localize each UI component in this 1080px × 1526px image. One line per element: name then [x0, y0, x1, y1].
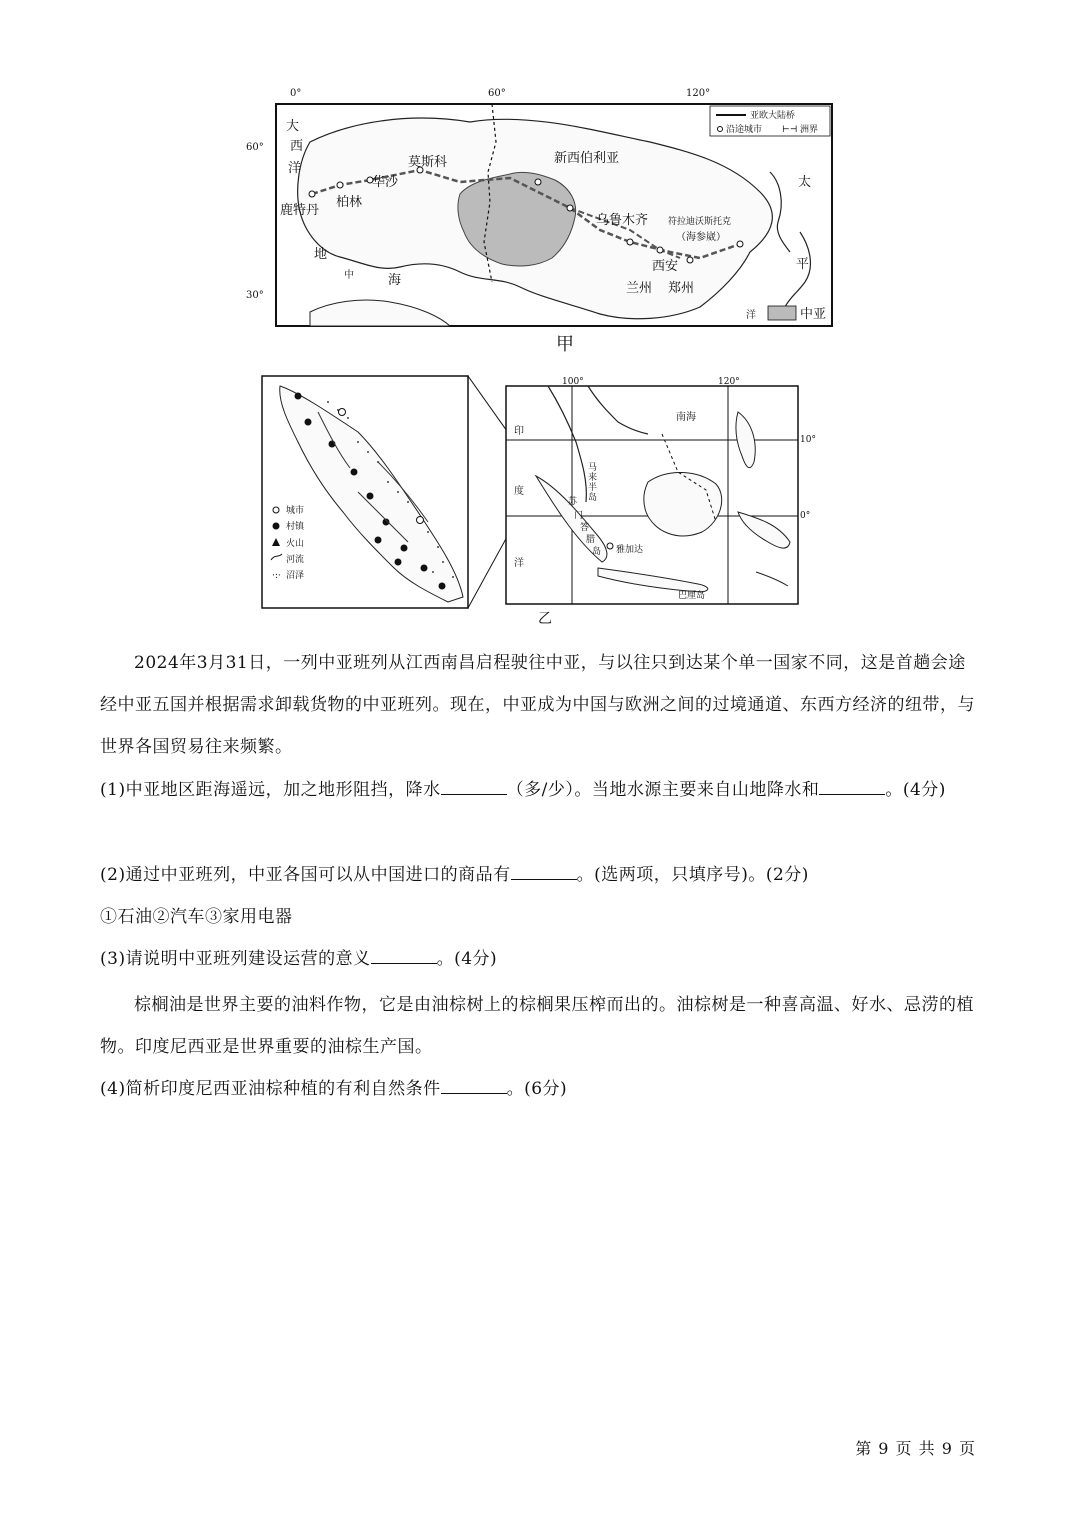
label-indian-2: 度 [514, 486, 524, 497]
legend-boundary: 洲界 [800, 125, 819, 135]
label-indian-1: 印 [514, 426, 524, 437]
label-atlantic-3: 洋 [288, 161, 302, 176]
label-malay-4: 岛 [588, 493, 598, 503]
label-rotterdam: 鹿特丹 [280, 203, 320, 218]
question-3 [100, 938, 980, 980]
map-jia-caption: 甲 [556, 334, 574, 355]
passage-2: 棕榈油是世界主要的油料作物，它是由油棕树上的棕榈果压榨而出的。油棕树是一种喜高温、好水、忌涝的植物。印度尼西亚是世界重要的油棕生产国。 [100, 995, 974, 1057]
lat-label-30: 30° [246, 290, 264, 301]
lat-label-10: 10° [800, 435, 816, 445]
question-1 [100, 769, 980, 811]
label-sumatra-3: 答 [580, 523, 590, 533]
label-zhengzhou: 郑州 [668, 281, 695, 296]
label-malay-1: 马 [588, 463, 598, 473]
legend-railway: 亚欧大陆桥 [750, 111, 796, 121]
question-1-blank-1[interactable] [441, 780, 507, 795]
label-pacific-3: 洋 [746, 310, 756, 321]
label-jakarta: 雅加达 [616, 545, 644, 555]
question-1-text-b: （多/少）。当地水源主要来自山地降水和 [506, 780, 820, 800]
legend-marsh-icon: ·:· [272, 571, 281, 581]
label-sumatra-1: 苏 [568, 497, 578, 507]
legend-city: 沿途城市 [726, 125, 763, 135]
legend-central-asia: 中亚 [800, 307, 827, 322]
question-2-text-b: 。(选两项，只填序号)。(2分) [576, 865, 809, 885]
legend-city-yi: 城市 [286, 506, 305, 516]
question-2-text-a: (2)通过中亚班列，中亚各国可以从中国进口的商品有 [100, 865, 511, 885]
lat-label-0: 0° [800, 511, 811, 521]
label-sumatra-4: 腊 [586, 535, 596, 545]
lon-label-120-yi: 120° [718, 377, 740, 387]
label-xian: 西安 [652, 259, 679, 274]
label-indian-3: 洋 [514, 558, 524, 569]
map-yi-caption: 乙 [538, 611, 552, 627]
question-2-blank[interactable] [511, 865, 577, 880]
label-med-3: 海 [388, 273, 402, 288]
question-1-text-a: (1)中亚地区距海遥远，加之地形阻挡，降水 [100, 780, 441, 800]
legend-river-yi: 河流 [286, 555, 305, 565]
label-lanzhou: 兰州 [626, 281, 653, 296]
question-1-text-c: 。(4分) [885, 780, 946, 800]
question-3-text-a: (3)请说明中亚班列建设运营的意义 [100, 949, 371, 969]
lon-label-0: 0° [290, 88, 302, 99]
question-4-text-a: (4)简析印度尼西亚油棕种植的有利自然条件 [100, 1079, 441, 1099]
page-footer: 第 9 页 共 9 页 [855, 1439, 976, 1458]
label-moscow: 莫斯科 [408, 155, 448, 170]
label-sumatra-5: 岛 [592, 547, 602, 557]
question-2-options: ①石油②汽车③家用电器 [100, 907, 293, 927]
question-3-blank[interactable] [371, 949, 437, 964]
lat-label-60: 60° [246, 142, 264, 153]
label-vladivostok: 符拉迪沃斯托克 [668, 217, 732, 227]
label-atlantic-1: 大 [286, 119, 300, 134]
question-4-text-b: 。(6分) [506, 1079, 568, 1099]
label-novosibirsk: 新西伯利亚 [554, 151, 620, 166]
question-3-text-b: 。(4分) [436, 949, 498, 969]
lon-label-60: 60° [488, 88, 506, 99]
legend-volcano-yi: 火山 [286, 539, 305, 549]
label-vladivostok-alt: （海参崴） [676, 232, 726, 243]
lon-label-100: 100° [562, 377, 584, 387]
question-2 [100, 854, 980, 896]
label-atlantic-2: 西 [290, 139, 304, 154]
label-bali: 巴厘岛 [678, 591, 706, 601]
label-warsaw: 华沙 [372, 175, 399, 190]
question-4-blank[interactable] [441, 1079, 507, 1094]
label-pacific-1: 太 [798, 175, 812, 190]
label-south-sea: 南海 [676, 412, 696, 423]
label-pacific-2: 平 [796, 257, 810, 272]
passage-1: 2024年3月31日，一列中亚班列从江西南昌启程驶往中亚，与以往只到达某个单一国家不同，这是首趟会途经中亚五国并根据需求卸载货物的中亚班列。现在，中亚成为中国与欧洲之间的过境通道、东西方经济的纽带，与世界各国贸易往来频繁。 [100, 653, 975, 757]
lon-label-120: 120° [686, 88, 711, 99]
label-malay-3: 半 [588, 483, 598, 493]
legend-marsh-yi: 沼泽 [286, 571, 305, 581]
label-med-1: 地 [314, 247, 328, 262]
map-yi [258, 372, 816, 632]
label-sumatra-2: 门 [574, 511, 584, 521]
label-med-2: 中 [344, 270, 354, 281]
map-jia [246, 82, 840, 332]
question-4 [100, 1068, 980, 1110]
question-1-blank-2[interactable] [819, 780, 885, 795]
label-urumqi: 乌鲁木齐 [596, 213, 649, 228]
legend-boundary-icon: ⊢⊣ [782, 125, 798, 135]
label-malay-2: 来 [588, 473, 598, 483]
label-berlin: 柏林 [336, 195, 363, 210]
legend-village-yi: 村镇 [286, 522, 305, 532]
